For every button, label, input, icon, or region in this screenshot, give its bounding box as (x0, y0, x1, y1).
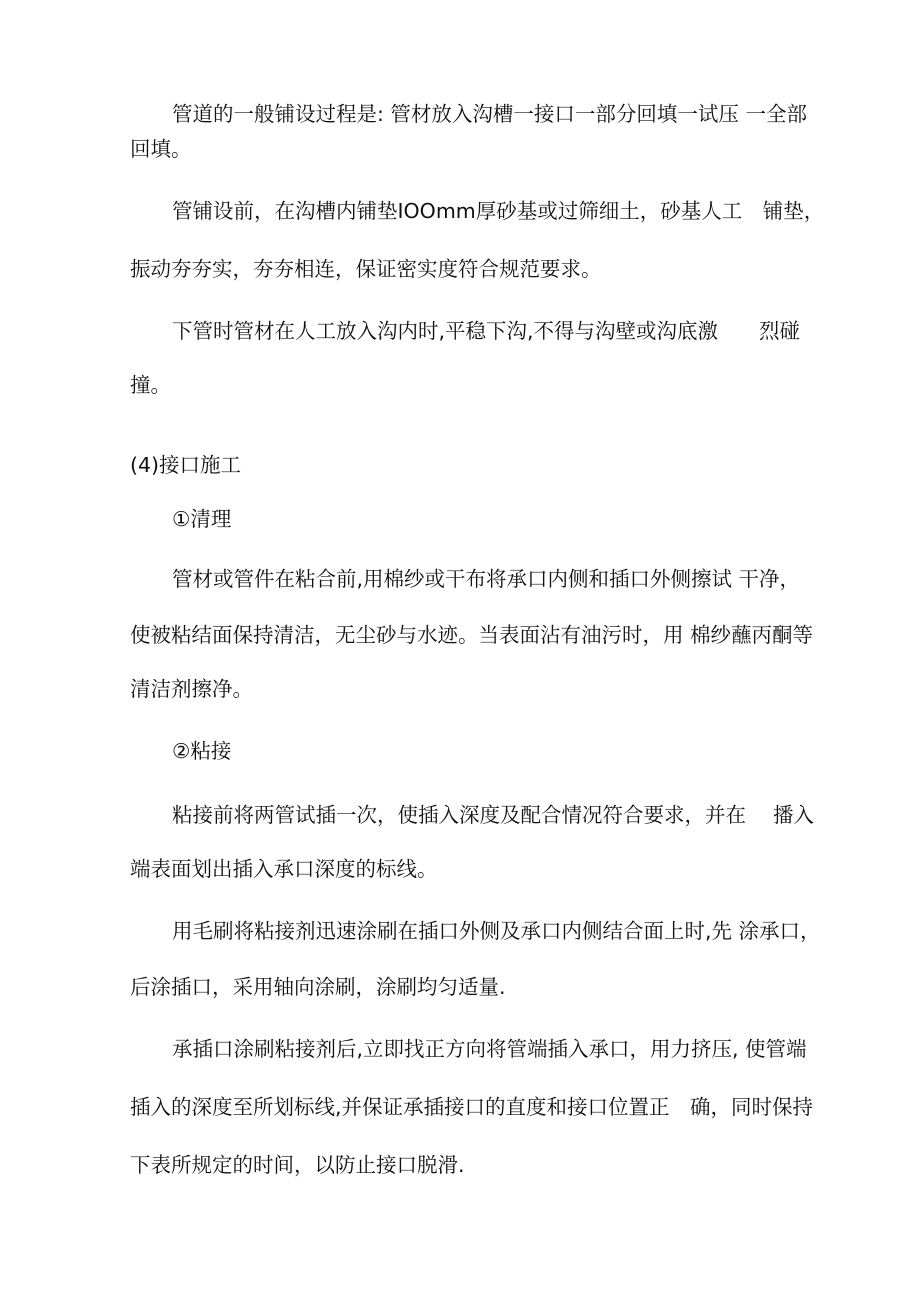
paragraph-1-line-2: 回填。 (130, 137, 192, 161)
paragraph-3-line-2: 撞。 (130, 373, 171, 397)
paragraph-10-line-1: 承插口涂刷粘接剂后,立即找正方向将管端插入承口，用力挤压, 使管端 (172, 1037, 807, 1061)
paragraph-9-line-2: 后涂插口，采用轴向涂刷，涂刷均匀适量. (130, 975, 506, 999)
paragraph-10-line-2: 插入的深度至所划标线,并保证承插接口的直度和接口位置正 确，同时保持 (130, 1095, 814, 1119)
paragraph-10-line-3: 下表所规定的时间，以防止接口脱滑. (130, 1153, 465, 1177)
paragraph-6-line-2: 使被粘结面保持清洁，无尘砂与水迹。当表面沾有油污时，用 棉纱蘸丙酮等 (130, 623, 814, 647)
paragraph-8-line-1: 粘接前将两管试插一次，使插入深度及配合情况符合要求，并在 播入 (172, 803, 815, 827)
paragraph-1-line-1: 管道的一般铺设过程是: 管材放入沟槽一接口一部分回填一试压 一全部 (172, 102, 807, 126)
paragraph-6-line-3: 清洁剂擦净。 (130, 677, 253, 701)
subheading-cleaning: ①清理 (172, 507, 232, 531)
subheading-bonding: ②粘接 (172, 739, 232, 763)
paragraph-2-line-2: 振动夯夯实，夯夯相连，保证密实度符合规范要求。 (130, 257, 602, 281)
section-heading: (4)接口施工 (130, 453, 242, 477)
paragraph-8-line-2: 端表面划出插入承口深度的标线。 (130, 857, 438, 881)
paragraph-6-line-1: 管材或管件在粘合前,用棉纱或干布将承口内侧和插口外侧擦试 干净， (172, 567, 801, 591)
paragraph-9-line-1: 用毛刷将粘接剂迅速涂刷在插口外侧及承口内侧结合面上时,先 涂承口， (172, 919, 821, 943)
paragraph-3-line-1: 下管时管材在人工放入沟内时,平稳下沟,不得与沟壁或沟底激 烈碰 (172, 319, 801, 343)
paragraph-2-line-1: 管铺设前，在沟槽内铺垫IOOmm厚砂基或过筛细土，砂基人工 铺垫， (172, 199, 825, 223)
